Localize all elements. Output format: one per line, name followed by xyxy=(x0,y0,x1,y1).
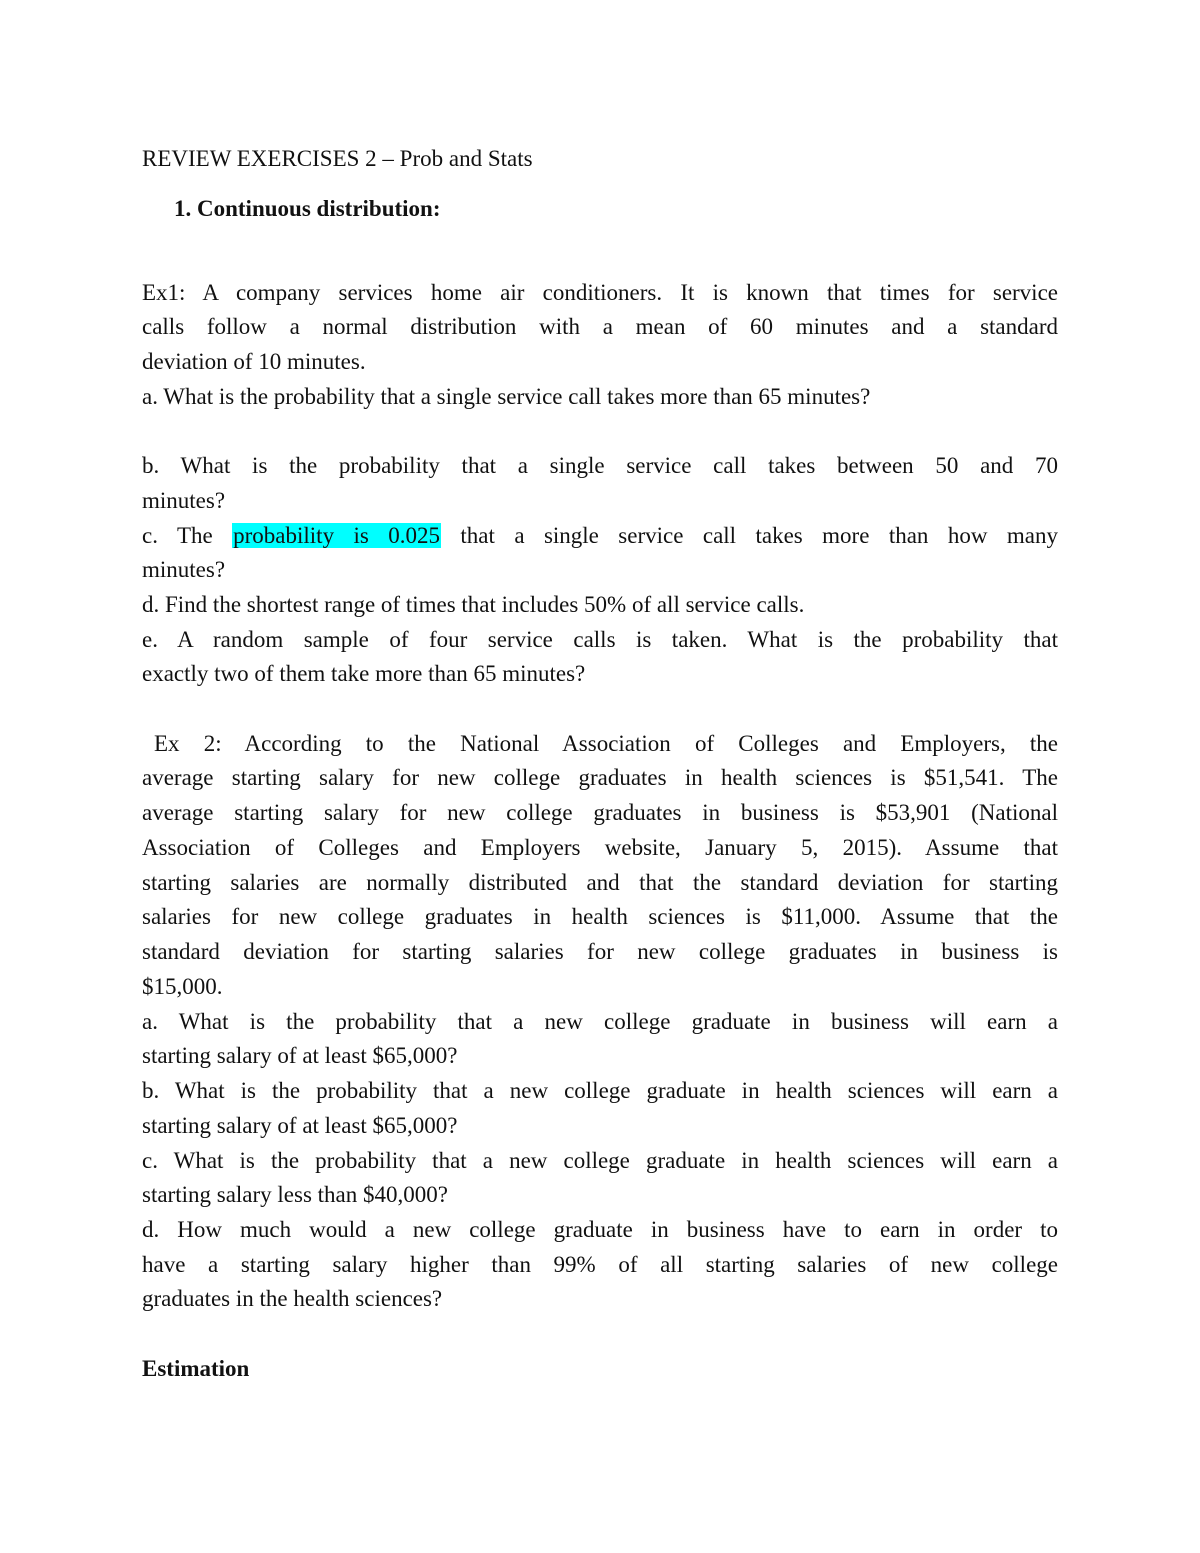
section-heading-estimation: Estimation xyxy=(142,1356,250,1381)
ex1-question-d: d. Find the shortest range of times that includes 50% of all service calls. xyxy=(142,592,805,617)
section-heading-continuous-distribution: 1. Continuous distribution: xyxy=(174,196,441,221)
ex2-question-c-line-1: c. What is the probability that a new college graduate in health sciences will earn a xyxy=(142,1148,1058,1173)
ex1-line-3: deviation of 10 minutes. xyxy=(142,349,366,374)
ex2-question-d-line-1: d. How much would a new college graduate in business have to earn in order to xyxy=(142,1217,1058,1242)
ex1-question-b-line-1: b. What is the probability that a single service call takes between 50 and 70 xyxy=(142,453,1058,478)
ex2-question-d-line-3: graduates in the health sciences? xyxy=(142,1286,443,1311)
ex1-question-b-line-2: minutes? xyxy=(142,488,226,513)
highlighted-text: probability is 0.025 xyxy=(233,523,440,548)
ex1-line-2: calls follow a normal distribution with a mean of 60 minutes and a standard xyxy=(142,314,1058,339)
ex2-line-2: average starting salary for new college graduates in health sciences is $51,541. The xyxy=(142,765,1058,790)
ex2-line-5: starting salaries are normally distributed and that the standard deviation for starting xyxy=(142,870,1058,895)
ex1-question-a: a. What is the probability that a single service call takes more than 65 minutes? xyxy=(142,384,871,409)
ex2-question-b-line-1: b. What is the probability that a new college graduate in health sciences will earn a xyxy=(142,1078,1058,1103)
ex2-line-8: $15,000. xyxy=(142,974,223,999)
ex1-question-e-line-2: exactly two of them take more than 65 minutes? xyxy=(142,661,586,686)
ex2-line-6: salaries for new college graduates in health sciences is $11,000. Assume that the xyxy=(142,904,1058,929)
ex1-question-c-line-1 xyxy=(142,519,1058,553)
ex1-question-c-suffix: that a single service call takes more than how many xyxy=(441,523,1058,548)
ex2-line-1: Ex 2: According to the National Association of Colleges and Employers, the xyxy=(154,731,1058,756)
ex2-question-d-line-2: have a starting salary higher than 99% of all starting salaries of new college xyxy=(142,1252,1058,1277)
ex2-question-a-line-1: a. What is the probability that a new college graduate in business will earn a xyxy=(142,1009,1058,1034)
ex2-question-b-line-2: starting salary of at least $65,000? xyxy=(142,1113,458,1138)
ex1-question-e-line-1: e. A random sample of four service calls is taken. What is the probability that xyxy=(142,627,1058,652)
ex1-question-c-prefix: c. The xyxy=(142,523,233,548)
ex2-line-4: Association of Colleges and Employers website, January 5, 2015). Assume that xyxy=(142,835,1058,860)
ex2-line-7: standard deviation for starting salaries for new college graduates in business is xyxy=(142,939,1058,964)
ex2-line-3: average starting salary for new college graduates in business is $53,901 (National xyxy=(142,800,1058,825)
document-title: REVIEW EXERCISES 2 – Prob and Stats xyxy=(142,146,533,171)
ex2-question-a-line-2: starting salary of at least $65,000? xyxy=(142,1043,458,1068)
ex1-question-c-line-2: minutes? xyxy=(142,557,226,582)
ex1-line-1: Ex1: A company services home air conditioners. It is known that times for service xyxy=(142,280,1058,305)
ex2-question-c-line-2: starting salary less than $40,000? xyxy=(142,1182,448,1207)
